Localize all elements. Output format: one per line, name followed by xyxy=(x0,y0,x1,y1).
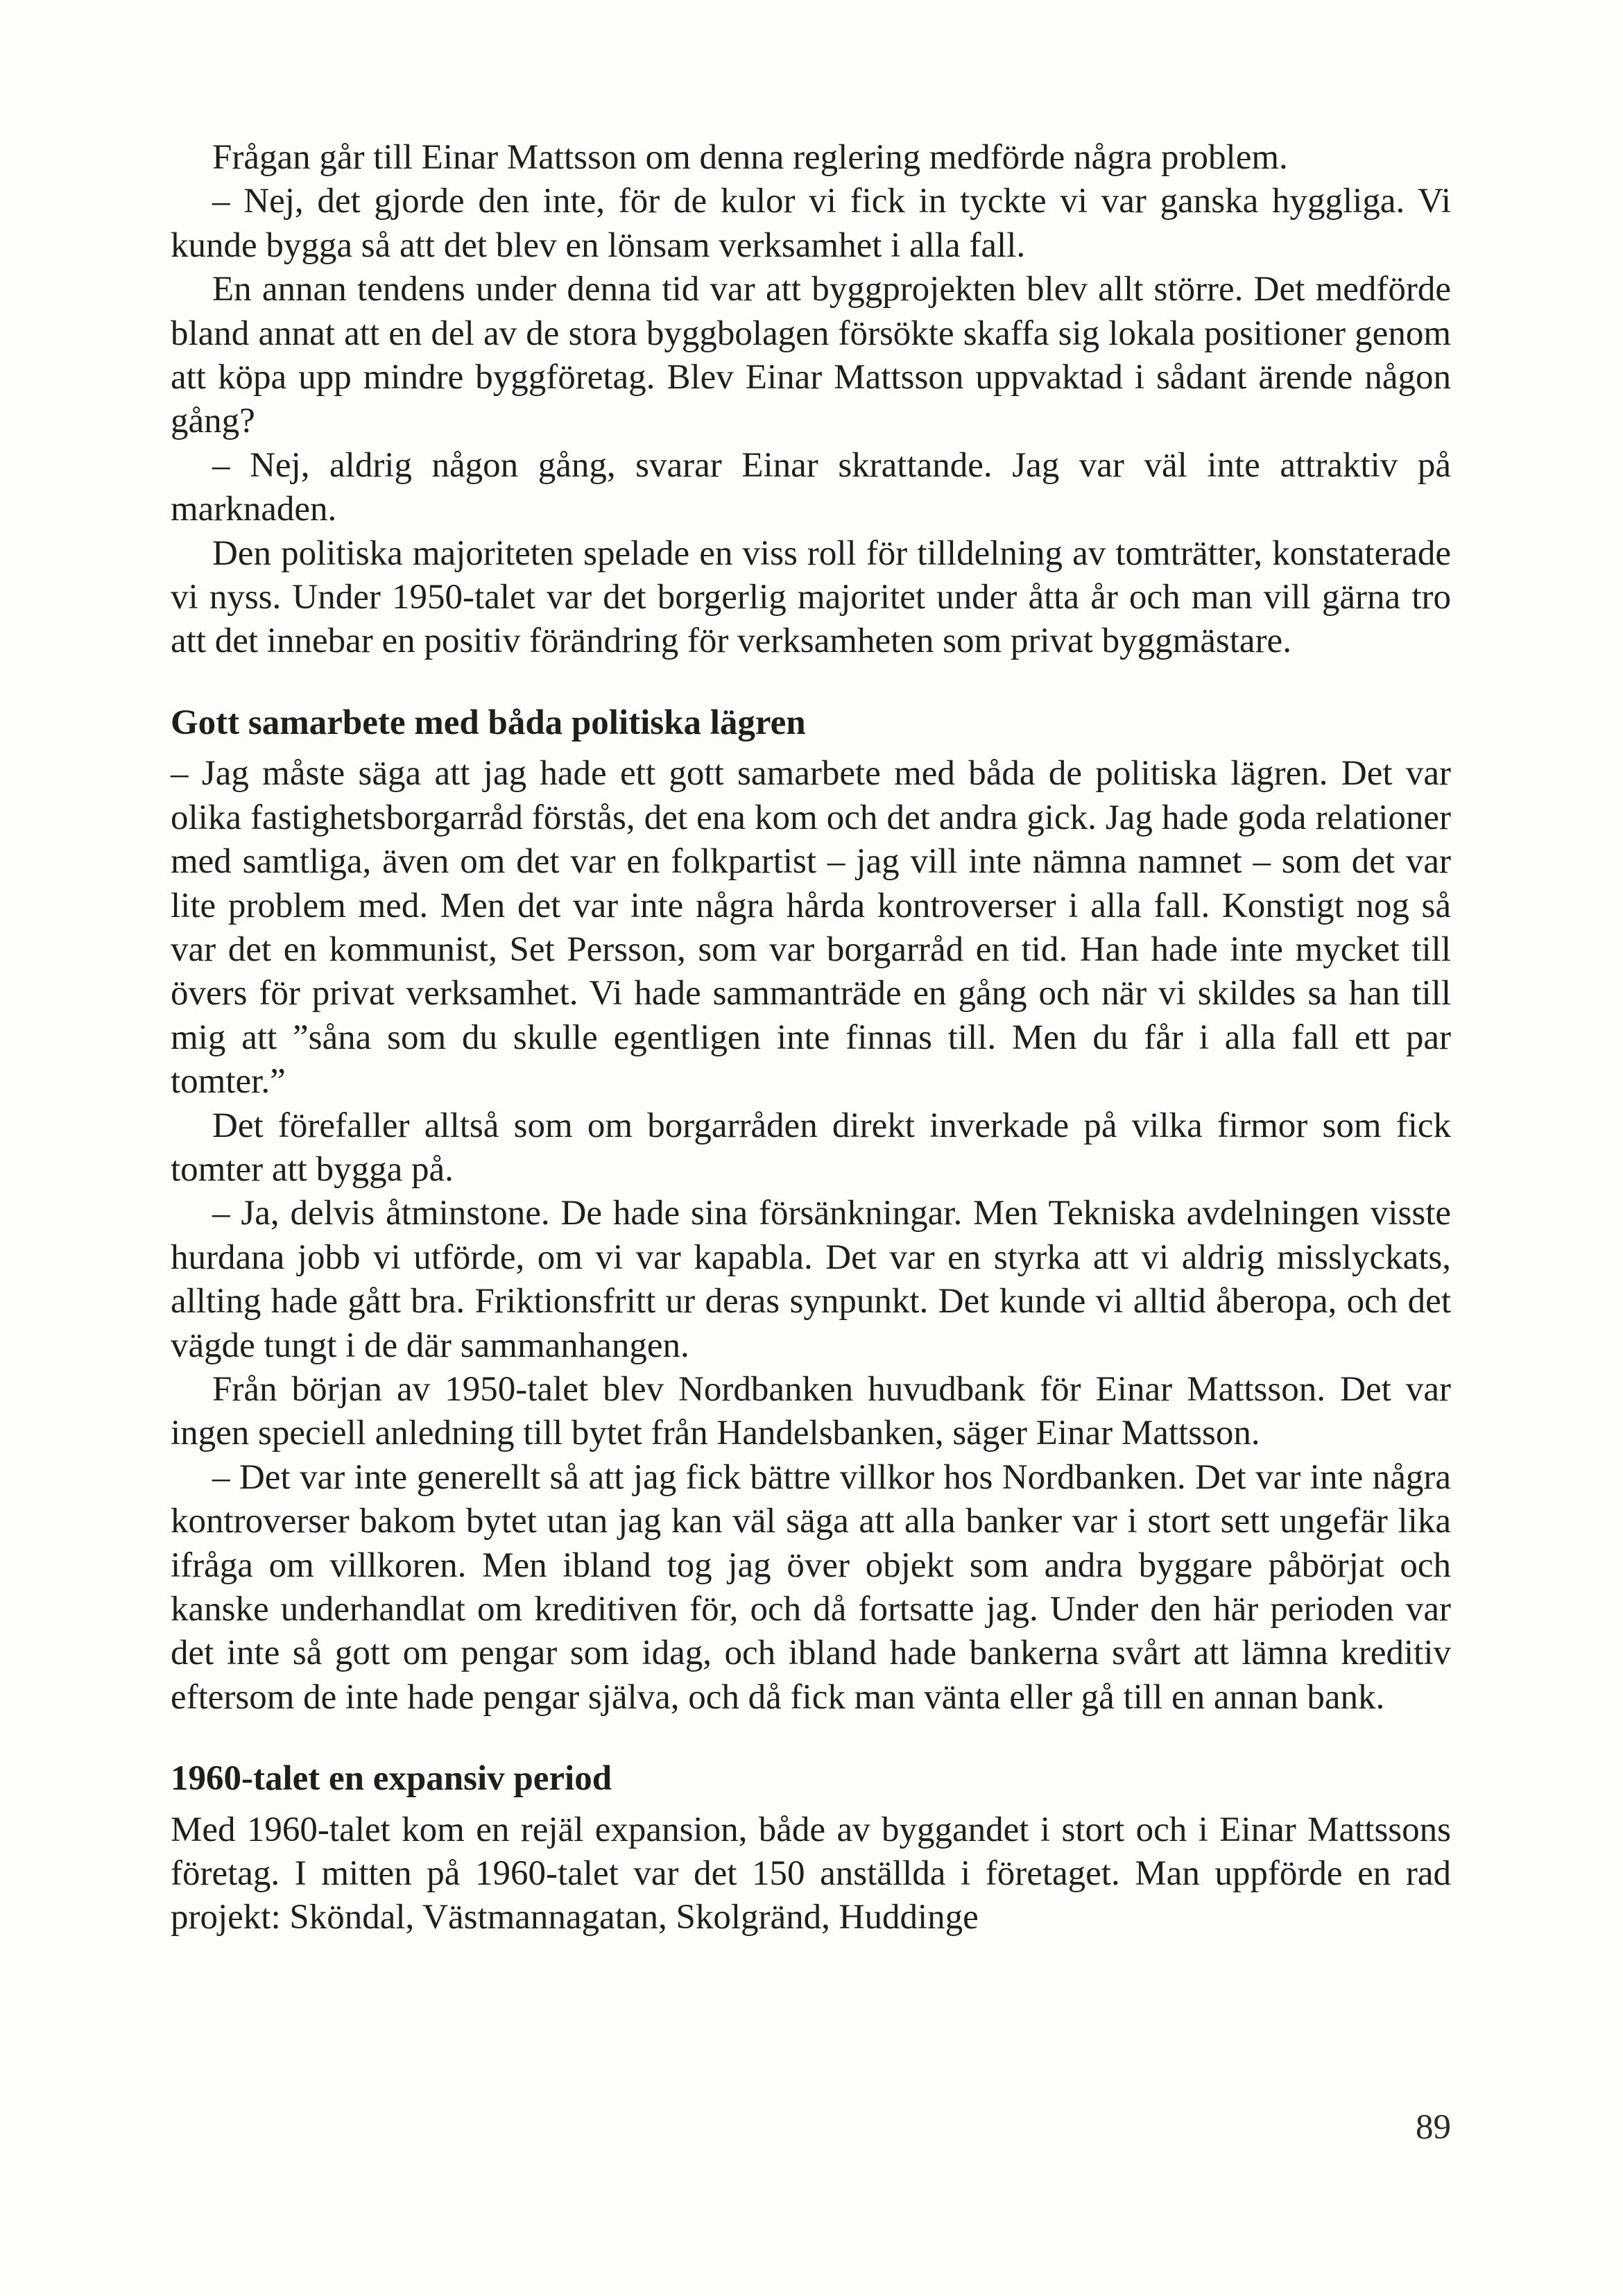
paragraph: – Det var inte generellt så att jag fick bättre villkor hos Nordbanken. Det var inte några kontroverser bakom bytet utan jag kan väl säga att alla banker var i stort sett ungefär lika ifråga om villkoren. Men ibland tog jag över objekt som andra byggare påbörjat och kanske underhandlat om kreditiven för, och då fortsatte jag. Under den här perioden var det inte så gott om pengar som idag, och ibland hade bankerna svårt att lämna kreditiv eftersom de inte hade pengar själva, och då fick man vänta eller gå till en annan bank. xyxy=(171,1457,1451,1717)
paragraph: – Nej, aldrig någon gång, svarar Einar skrattande. Jag var väl inte attraktiv på marknaden. xyxy=(171,445,1451,529)
section-heading: 1960-talet en expansiv period xyxy=(171,1759,612,1799)
paragraph: Med 1960-talet kom en rejäl expansion, både av byggandet i stort och i Einar Mattssons företag. I mitten på 1960-talet var det 150 anställda i företaget. Man uppförde en rad projekt: Sköndal, Västmannagatan, Skolgränd, Huddinge xyxy=(171,1810,1451,1937)
paragraph: – Ja, delvis åtminstone. De hade sina försänkningar. Men Tekniska avdelningen visste hurdana jobb vi utförde, om vi var kapabla. Det var en styrka att vi aldrig misslyckats, allting hade gått bra. Friktionsfritt ur deras synpunkt. Det kunde vi alltid åberopa, och det vägde tungt i de där sammanhangen. xyxy=(171,1194,1451,1365)
paragraph: Från början av 1950-talet blev Nordbanken huvudbank för Einar Mattsson. Det var ingen speciell anledning till bytet från Handelsbanken, säger Einar Mattsson. xyxy=(171,1369,1451,1453)
paragraph: – Jag måste säga att jag hade ett gott samarbete med båda de politiska lägren. Det var olika fastighetsborgarråd förstås, det ena kom och det andra gick. Jag hade goda relationer med samtliga, även om det var en folkpartist – jag vill inte nämna namnet – som det var lite problem med. Men det var inte några hårda kontroverser i alla fall. Konstigt nog så var det en kommunist, Set Persson, som var borgarråd en tid. Han hade inte mycket till övers för privat verksamhet. Vi hade sammanträde en gång och när vi skildes sa han till mig att ”såna som du skulle egentligen inte finnas till. Men du får i alla fall ett par tomter.” xyxy=(171,754,1451,1102)
body-text xyxy=(171,136,1451,1940)
paragraph: – Nej, det gjorde den inte, för de kulor vi fick in tyckte vi var ganska hyggliga. Vi kunde bygga så att det blev en lönsam verksamhet i alla fall. xyxy=(171,182,1451,265)
paragraph: Det förefaller alltså som om borgarråden direkt inverkade på vilka firmor som fick tomter att bygga på. xyxy=(171,1106,1451,1189)
paragraph: En annan tendens under denna tid var att byggprojekten blev allt större. Det medförde bland annat att en del av de stora byggbolagen försökte skaffa sig lokala positioner genom att köpa upp mindre byggföretag. Blev Einar Mattsson uppvaktad i sådant ärende någon gång? xyxy=(171,270,1451,441)
paragraph: Frågan går till Einar Mattsson om denna reglering medförde några problem. xyxy=(212,138,1288,177)
paragraph: Den politiska majoriteten spelade en viss roll för tilldelning av tomträtter, konstaterade vi nyss. Under 1950-talet var det borgerlig majoritet under åtta år och man vill gärna tro att det innebar en positiv förändring för verksamheten som privat byggmästare. xyxy=(171,533,1451,661)
section-heading: Gott samarbete med båda politiska lägren xyxy=(171,703,806,742)
page-number: 89 xyxy=(1416,2108,1451,2147)
